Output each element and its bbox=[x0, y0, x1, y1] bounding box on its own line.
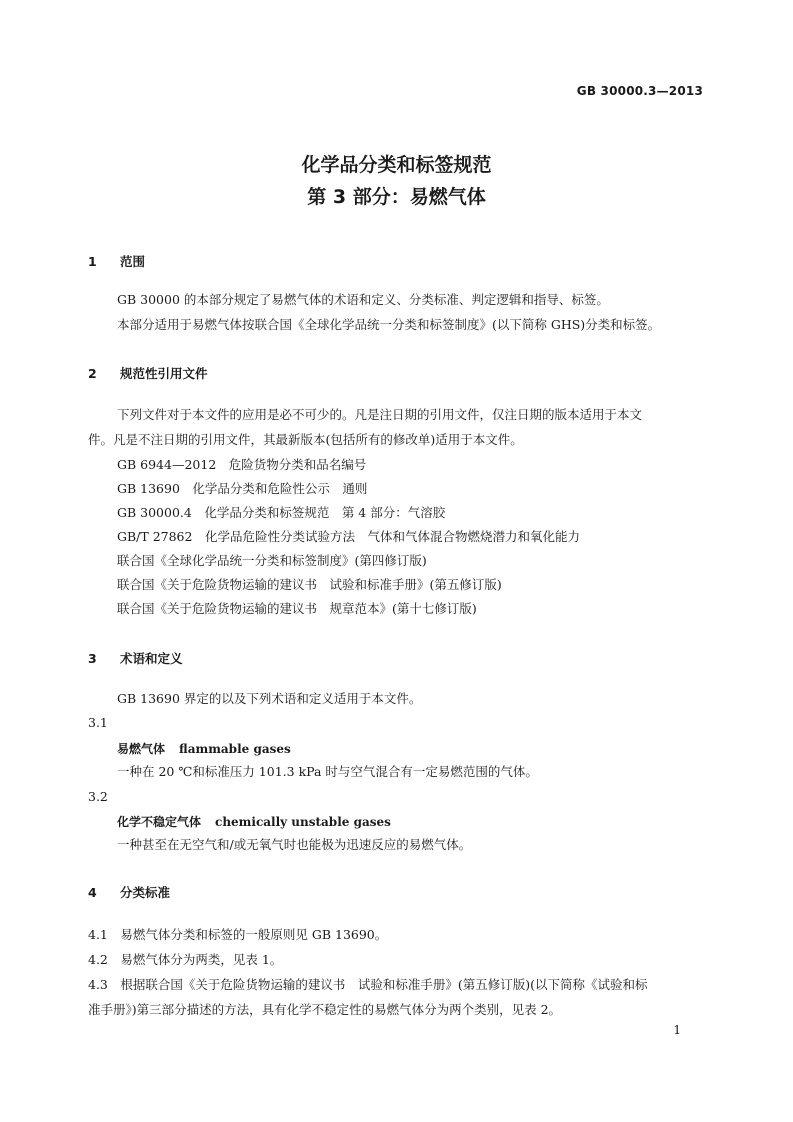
section-title: 分类标准 bbox=[120, 885, 171, 900]
term-number: 3.2 bbox=[88, 789, 108, 804]
reference-item: GB 30000.4 化学品分类和标签规范 第 4 部分：气溶胶 bbox=[117, 505, 446, 520]
term-number: 3.1 bbox=[88, 715, 108, 730]
paragraph: GB 30000 的本部分规定了易燃气体的术语和定义、分类标准、判定逻辑和指导、标签。 bbox=[117, 292, 609, 307]
section-number: 1 bbox=[88, 254, 97, 269]
term-zh: 易燃气体 bbox=[117, 742, 166, 756]
document-title: 化学品分类和标签规范 bbox=[301, 154, 492, 176]
section-heading-terms bbox=[88, 649, 183, 667]
reference-item: 联合国《关于危险货物运输的建议书 试验和标准手册》(第五修订版) bbox=[117, 577, 502, 592]
page-number: 1 bbox=[673, 1023, 681, 1037]
term-definition: 一种在 20 ℃和标准压力 101.3 kPa 时与空气混合有一定易燃范围的气体。 bbox=[117, 764, 538, 779]
term-heading bbox=[117, 813, 391, 830]
term-definition: 一种甚至在无空气和/或无氧气时也能极为迅速反应的易燃气体。 bbox=[117, 837, 472, 852]
reference-item: GB 6944—2012 危险货物分类和品名编号 bbox=[117, 457, 367, 472]
document-subtitle: 第 3 部分：易燃气体 bbox=[307, 186, 486, 208]
term-en: chemically unstable gases bbox=[215, 815, 391, 829]
section-heading-scope bbox=[88, 252, 145, 270]
reference-item: 联合国《全球化学品统一分类和标签制度》(第四修订版) bbox=[117, 553, 427, 568]
reference-item: 联合国《关于危险货物运输的建议书 规章范本》(第十七修订版) bbox=[117, 601, 477, 616]
paragraph: GB 13690 界定的以及下列术语和定义适用于本文件。 bbox=[117, 691, 422, 706]
term-heading bbox=[117, 740, 291, 757]
clause-item: 4.1 易燃气体分类和标签的一般原则见 GB 13690。 bbox=[88, 927, 388, 942]
clause-item: 4.3 根据联合国《关于危险货物运输的建议书 试验和标准手册》(第五修订版)(以下简称《试验和标 bbox=[88, 977, 648, 992]
section-title: 范围 bbox=[120, 254, 146, 269]
section-title: 术语和定义 bbox=[120, 651, 183, 666]
paragraph: 本部分适用于易燃气体按联合国《全球化学品统一分类和标签制度》(以下简称 GHS)分类和标签。 bbox=[117, 317, 661, 332]
reference-item: GB 13690 化学品分类和危险性公示 通则 bbox=[117, 481, 368, 496]
section-number: 3 bbox=[88, 651, 97, 666]
section-number: 4 bbox=[88, 885, 97, 900]
reference-item: GB/T 27862 化学品危险性分类试验方法 气体和气体混合物燃烧潜力和氧化能力 bbox=[117, 529, 580, 544]
section-number: 2 bbox=[88, 366, 97, 381]
term-en: flammable gases bbox=[179, 742, 291, 756]
section-heading-classification bbox=[88, 883, 170, 901]
section-heading-normative-references bbox=[88, 364, 208, 382]
standard-number: GB 30000.3—2013 bbox=[576, 84, 703, 98]
section-title: 规范性引用文件 bbox=[120, 366, 208, 381]
clause-continuation: 准手册》)第三部分描述的方法，具有化学不稳定性的易燃气体分为两个类别，见表 2。 bbox=[88, 1002, 562, 1017]
paragraph: 下列文件对于本文件的应用是必不可少的。凡是注日期的引用文件，仅注日期的版本适用于本文 bbox=[117, 407, 643, 422]
paragraph-continuation: 件。凡是不注日期的引用文件，其最新版本(包括所有的修改单)适用于本文件。 bbox=[88, 432, 523, 447]
clause-item: 4.2 易燃气体分为两类，见表 1。 bbox=[88, 952, 283, 967]
term-zh: 化学不稳定气体 bbox=[117, 815, 202, 829]
